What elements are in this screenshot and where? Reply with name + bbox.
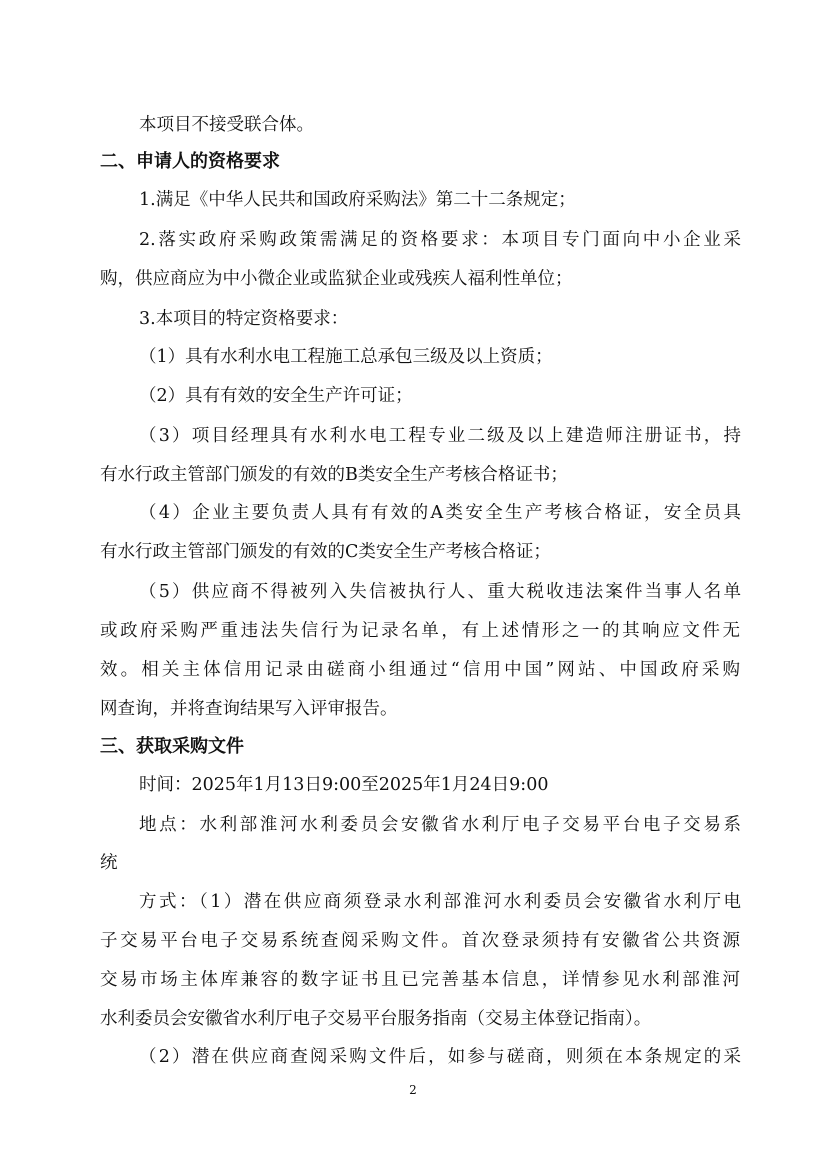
specific-requirement-5-line-1: （5）供应商不得被列入失信被执行人、重大税收违法案件当事人名单 xyxy=(139,582,741,602)
intro-paragraph: 本项目不接受联合体。 xyxy=(139,115,314,135)
obtain-method-line-3: 交易市场主体库兼容的数字证书且已完善基本信息，详情参见水利部淮河 xyxy=(100,970,740,990)
specific-requirement-2: （2）具有有效的安全生产许可证； xyxy=(139,386,413,406)
requirement-item-3: 3.本项目的特定资格要求： xyxy=(139,309,349,329)
specific-requirement-5-line-2: 或政府采购严重违法失信行为记录名单，有上述情形之一的其响应文件无 xyxy=(100,621,740,641)
specific-requirement-4-line-1: （4）企业主要负责人具有有效的A类安全生产考核合格证，安全员具 xyxy=(139,503,741,523)
obtain-method-2-line-1: （2）潜在供应商查阅采购文件后，如参与磋商，则须在本条规定的采 xyxy=(139,1047,741,1067)
obtain-time: 时间：2025年1月13日9:00至2025年1月24日9:00 xyxy=(139,775,549,795)
page-number: 2 xyxy=(409,1083,417,1097)
requirement-item-2-line-1: 2.落实政府采购政策需满足的资格要求：本项目专门面向中小企业采 xyxy=(139,230,741,250)
section-heading-qualifications: 二、申请人的资格要求 xyxy=(100,151,280,172)
specific-requirement-5-line-4: 网查询，并将查询结果写入评审报告。 xyxy=(100,699,398,719)
obtain-place-line-1: 地点：水利部淮河水利委员会安徽省水利厅电子交易平台电子交易系 xyxy=(139,815,741,835)
specific-requirement-3-line-2: 有水行政主管部门颁发的有效的B类安全生产考核合格证书； xyxy=(100,465,568,485)
specific-requirement-4-line-2: 有水行政主管部门颁发的有效的C类安全生产考核合格证； xyxy=(100,542,551,562)
obtain-method-line-4: 水利委员会安徽省水利厅电子交易平台服务指南（交易主体登记指南）。 xyxy=(100,1009,652,1029)
section-heading-obtain-documents: 三、获取采购文件 xyxy=(100,736,244,757)
obtain-method-line-2: 子交易平台电子交易系统查阅采购文件。首次登录须持有安徽省公共资源 xyxy=(100,931,740,951)
requirement-item-1: 1.满足《中华人民共和国政府采购法》第二十二条规定； xyxy=(139,190,576,210)
specific-requirement-1: （1）具有水利水电工程施工总承包三级及以上资质； xyxy=(139,347,553,367)
specific-requirement-3-line-1: （3）项目经理具有水利水电工程专业二级及以上建造师注册证书，持 xyxy=(139,426,741,446)
obtain-place-line-2: 统 xyxy=(100,853,118,873)
obtain-method-line-1: 方式：（1）潜在供应商须登录水利部淮河水利委员会安徽省水利厅电 xyxy=(139,892,741,912)
specific-requirement-5-line-3: 效。相关主体信用记录由磋商小组通过“信用中国”网站、中国政府采购 xyxy=(100,660,740,680)
requirement-item-2-line-2: 购，供应商应为中小微企业或监狱企业或残疾人福利性单位； xyxy=(100,269,573,289)
